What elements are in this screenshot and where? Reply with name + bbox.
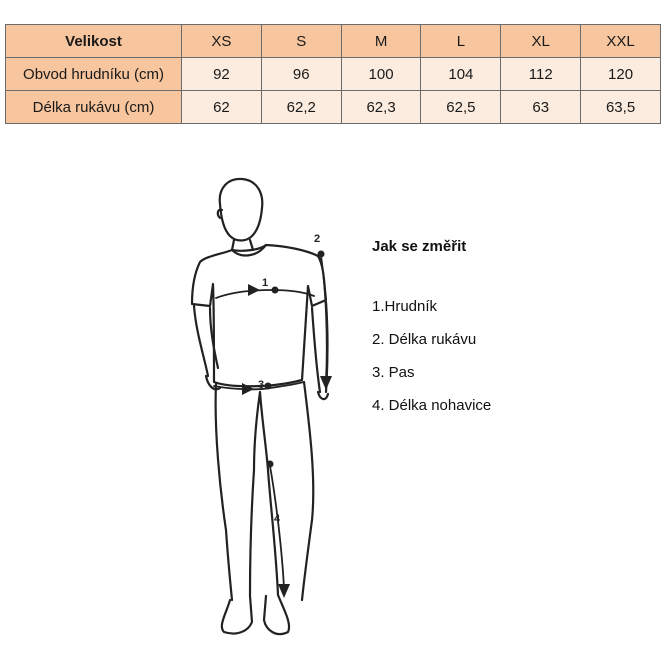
marker-4: 4: [274, 513, 281, 525]
instruction-step-sleeve: 2. Délka rukávu: [372, 331, 477, 348]
figure-right-hand: [318, 392, 328, 399]
table-row-sleeve: [6, 91, 661, 124]
table-cell: 62,3: [341, 91, 421, 124]
chest-arrow-head: [248, 284, 260, 296]
instruction-step-chest: 1.Hrudník: [372, 298, 438, 315]
size-table: [5, 24, 661, 124]
table-row-chest: [6, 58, 661, 91]
header-cell-xxl: XXL: [581, 25, 661, 58]
instructions-title: Jak se změřit: [372, 238, 467, 255]
figure-shirt: [192, 245, 326, 386]
table-cell: 96: [261, 58, 341, 91]
table-cell: 62,5: [421, 91, 501, 124]
measurement-figure: [180, 170, 350, 646]
row-label-sleeve: Délka rukávu (cm): [6, 91, 182, 124]
header-cell-m: M: [341, 25, 421, 58]
waist-arrow-head: [242, 383, 254, 395]
chest-arrow-line: [216, 290, 314, 298]
size-table-header-row: [6, 25, 661, 58]
table-cell: 63: [501, 91, 581, 124]
figure-right-shoe: [264, 595, 289, 634]
measurement-instructions: [372, 238, 652, 429]
header-cell-s: S: [261, 25, 341, 58]
inseam-arrow-head: [278, 584, 290, 598]
header-cell-l: L: [421, 25, 501, 58]
header-cell-size: Velikost: [6, 25, 182, 58]
table-cell: 92: [182, 58, 262, 91]
instruction-step-waist: 3. Pas: [372, 364, 415, 381]
marker-2: 2: [314, 233, 321, 245]
waist-dot: [265, 383, 272, 390]
chest-dot: [272, 287, 279, 294]
table-cell: 112: [501, 58, 581, 91]
table-cell: 100: [341, 58, 421, 91]
header-cell-xs: XS: [182, 25, 262, 58]
figure-legs: [216, 382, 314, 600]
header-cell-xl: XL: [501, 25, 581, 58]
sleeve-arrow-line: [321, 256, 327, 380]
figure-left-shoe: [222, 596, 252, 634]
table-cell: 120: [581, 58, 661, 91]
table-cell: 63,5: [581, 91, 661, 124]
instruction-step-inseam: 4. Délka nohavice: [372, 397, 492, 414]
marker-3: 3: [258, 379, 265, 391]
row-label-chest: Obvod hrudníku (cm): [6, 58, 182, 91]
table-cell: 62: [182, 91, 262, 124]
figure-head: [220, 179, 263, 241]
table-cell: 62,2: [261, 91, 341, 124]
marker-1: 1: [262, 277, 269, 289]
sleeve-arrow-head: [320, 376, 332, 390]
table-cell: 104: [421, 58, 501, 91]
